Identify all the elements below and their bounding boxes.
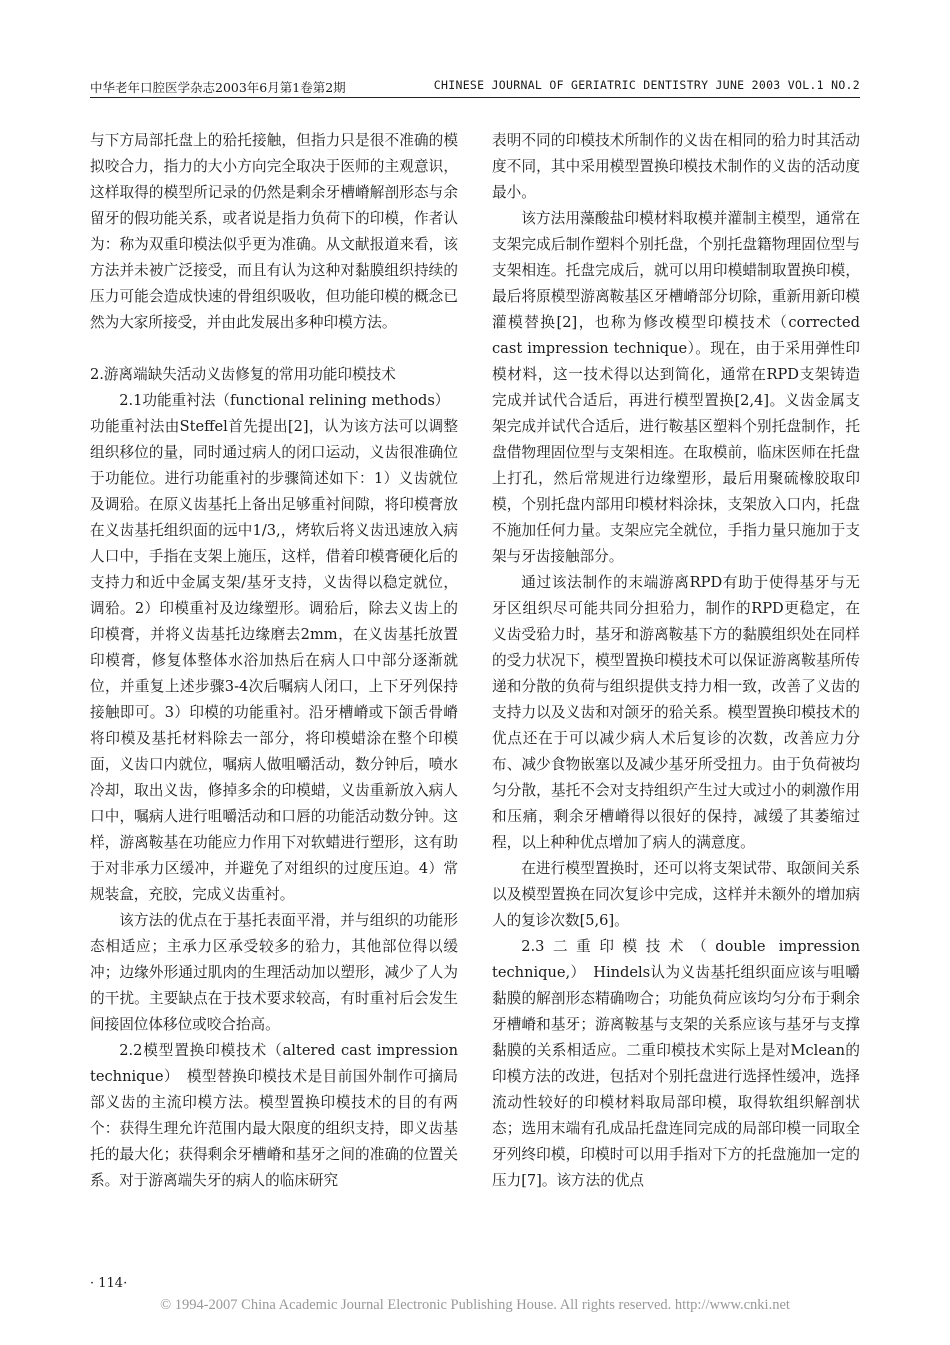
section-heading: 2.游离端缺失活动义齿修复的常用功能印模技术: [90, 366, 396, 383]
subsection-heading: 2.1功能重衬法（functional relining methods）: [119, 392, 450, 409]
right-column: [492, 128, 860, 1194]
paragraph: 该方法用藻酸盐印模材料取模并灌制主模型，通常在支架完成后制作塑料个别托盘，个别托盘籍物理固位型与支架相连。托盘完成后，就可以用印模蜡制取置换印模，最后将原模型游离鞍基区牙槽嵴部分切除，重新用新印模灌模替换[2]，也称为修改模型印模技术（corrected cast impression technique）。现在，由于采用弹性印模材料，这一技术得以达到简化，通常在RPD支架铸造完成并试代合适后，再进行模型置换[2,4]。义齿金属支架完成并试代合适后，进行鞍基区塑料个别托盘制作，托盘借物理固位型与支架相连。在取模前，临床医师在托盘上打孔，然后常规进行边缘塑形，最后用聚硫橡胶取印模，个别托盘内部用印模材料涂抹，支架放入口内，托盘不施加任何力量。支架应完全就位，手指力量只施加于支架与牙齿接触部分。: [492, 210, 860, 565]
left-column: [90, 128, 458, 1194]
paragraph: 2.2模型置换印模技术（altered cast impression technique） 模型替换印模技术是目前国外制作可摘局部义齿的主流印模方法。模型置换印模技术的目的有两个：获得生理允许范围内最大限度的组织支持，即义齿基托的最大化；获得剩余牙槽嵴和基牙之间的准确的位置关系。对于游离端失牙的病人的临床研究: [90, 1042, 458, 1189]
paragraph: 在进行模型置换时，还可以将支架试带、取颌间关系以及模型置换在同次复诊中完成，这样并未额外的增加病人的复诊次数[5,6]。: [492, 860, 860, 929]
paragraph: 该方法的优点在于基托表面平滑，并与组织的功能形态相适应；主承力区承受较多的𬌗力，其他部位得以缓冲；边缘外形通过肌肉的生理活动加以塑形，减少了人为的干扰。主要缺点在于技术要求较高，有时重衬后会发生间接固位体移位或咬合抬高。: [90, 912, 458, 1033]
header-rule: [90, 97, 860, 98]
page-number: · 114·: [90, 1276, 128, 1291]
copyright-footer: © 1994-2007 China Academic Journal Electronic Publishing House. All rights reserved. http://www.cnki.net: [160, 1297, 790, 1313]
running-header: [90, 74, 860, 98]
paragraph: 通过该法制作的末端游离RPD有助于使得基牙与无牙区组织尽可能共同分担𬌗力，制作的RPD更稳定，在义齿受𬌗力时，基牙和游离鞍基下方的黏膜组织处在同样的受力状况下，模型置换印模技术可以保证游离鞍基所传递和分散的负荷与组织提供支持力相一致，改善了义齿的支持力以及义齿和对颌牙的𬌗关系。模型置换印模技术的优点还在于可以减少病人术后复诊的次数，改善应力分布、减少食物嵌塞以及减少基牙所受扭力。由于负荷被均匀分散，基托不会对支持组织产生过大或过小的刺激作用和压痛，剩余牙槽嵴得以很好的保持，减缓了其萎缩过程，以上种种优点增加了病人的满意度。: [492, 574, 860, 851]
paragraph: 与下方局部托盘上的𬌗托接触，但指力只是很不准确的模拟咬合力，指力的大小方向完全取决于医师的主观意识，这样取得的模型所记录的仍然是剩余牙槽嵴解剖形态与余留牙的假功能关系，或者说是指力负荷下的印模，作者认为：称为双重印模法似乎更为准确。从文献报道来看，该方法并未被广泛接受，而且有认为这种对黏膜组织持续的压力可能会造成快速的骨组织吸收，但功能印模的概念已然为大家所接受，并由此发展出多种印模方法。: [90, 132, 458, 331]
journal-title-en: CHINESE JOURNAL OF GERIATRIC DENTISTRY JUNE 2003 VOL.1 NO.2: [433, 78, 860, 92]
paragraph: 表明不同的印模技术所制作的义齿在相同的𬌗力时其活动度不同，其中采用模型置换印模技术制作的义齿的活动度最小。: [492, 132, 860, 201]
journal-title-cn: 中华老年口腔医学杂志2003年6月第1卷第2期: [90, 80, 346, 95]
paragraph: 2.3二重印模技术（double impression technique,） Hindels认为义齿基托组织面应该与咀嚼黏膜的解剖形态精确吻合；功能负荷应该均匀分布于剩余牙槽嵴和基牙；游离鞍基与支架的关系应该与基牙与支撑黏膜的关系相适应。二重印模技术实际上是对Mclean的印模方法的改进，包括对个别托盘进行选择性缓冲，选择流动性较好的印模材料取局部印模，取得软组织解剖状态；选用末端有孔成品托盘连同完成的局部印模一同取全牙列终印模，印模时可以用手指对下方的托盘施加一定的压力[7]。该方法的优点: [492, 938, 860, 1189]
paragraph: 功能重衬法由Steffel首先提出[2]，认为该方法可以调整组织移位的量，同时通过病人的闭口运动，义齿很准确位于功能位。进行功能重衬的步骤简述如下：1）义齿就位及调𬌗。在原义齿基托上备出足够重衬间隙，将印模膏放在义齿基托组织面的远中1/3,，烤软后将义齿迅速放入病人口中，手指在支架上施压，这样，借着印模膏硬化后的支持力和近中金属支架/基牙支持，义齿得以稳定就位，调𬌗。2）印模重衬及边缘塑形。调𬌗后，除去义齿上的印模膏，并将义齿基托边缘磨去2mm，在义齿基托放置印模膏，修复体整体水浴加热后在病人口中部分逐渐就位，并重复上述步骤3-4次后嘱病人闭口，上下牙列保持接触即可。3）印模的功能重衬。沿牙槽嵴或下颌舌骨嵴将印模及基托材料除去一部分，将印模蜡涂在整个印模面，义齿口内就位，嘱病人做咀嚼活动，数分钟后，喷水冷却，取出义齿，修掉多余的印模蜡，义齿重新放入病人口中，嘱病人进行咀嚼活动和口唇的功能活动数分钟。这样，游离鞍基在功能应力作用下对软蜡进行塑形，这有助于对非承力区缓冲，并避免了对组织的过度压迫。4）常规装盒，充胶，完成义齿重衬。: [90, 418, 458, 903]
